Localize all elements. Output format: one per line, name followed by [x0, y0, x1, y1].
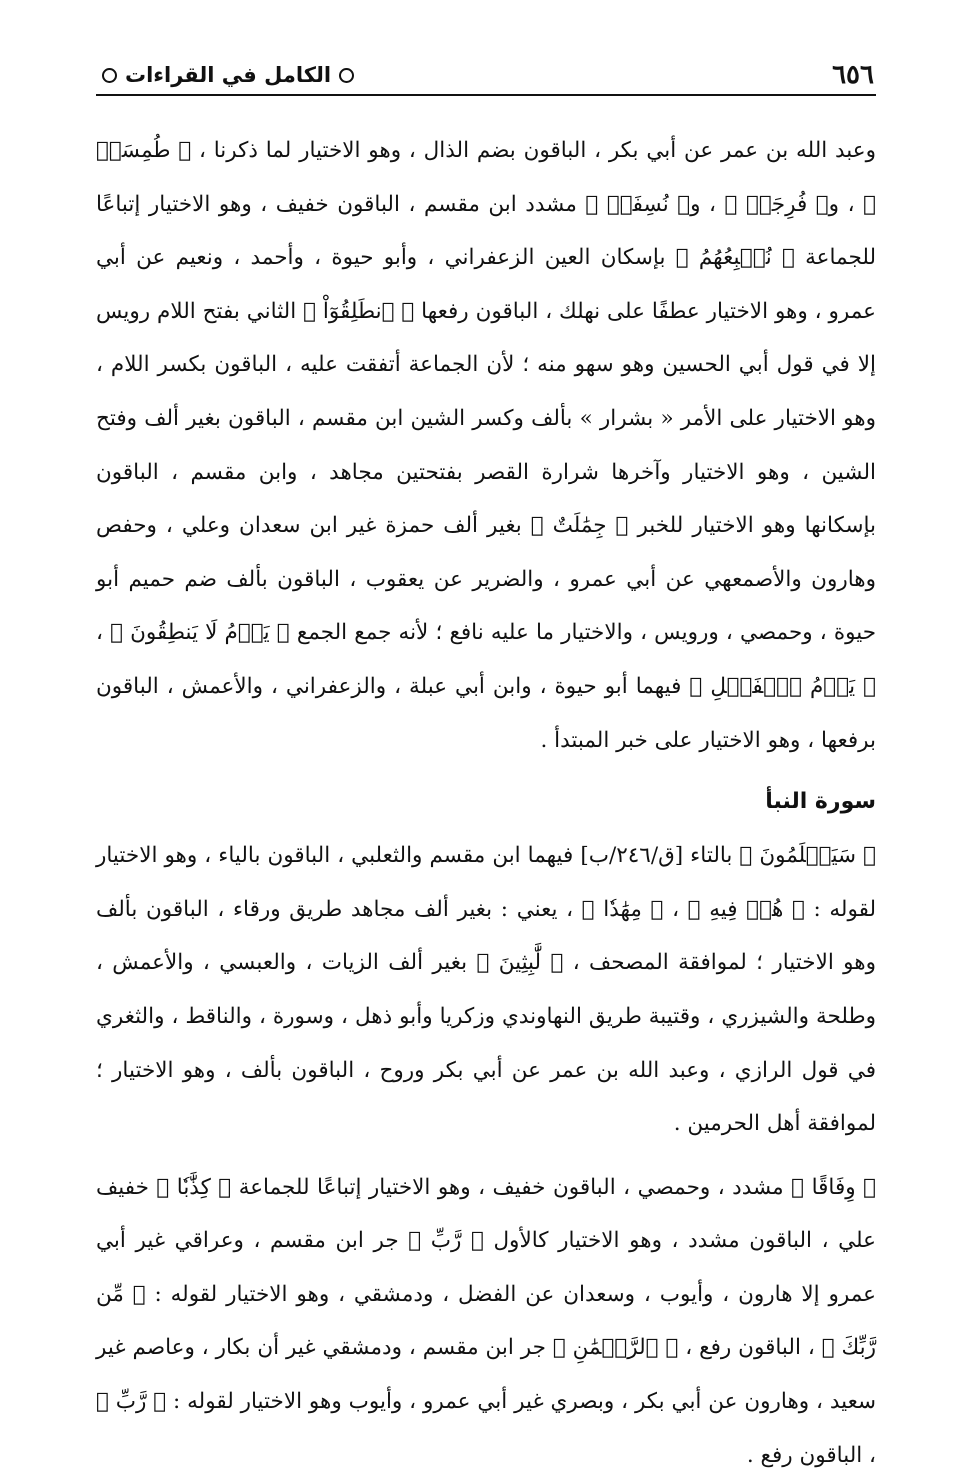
paragraph-3: ﴿ وِفَاقًا ﴾ مشدد ، وحمصي ، الباقون خفيف ، وهو الاختيار إتباعًا للجماعة ﴿ كِذَّٰبٗا ﴾ خفيف علي ، الباقون مشدد ، وهو الاختيار كالأول ﴿ رَّبِّ ﴾ جر ابن مقسم ، وعراقي غير أبي عمرو إلا هارون ، وأيوب ، وسعدان عن الفضل ، ودمشقي ، وهو الاختيار لقوله : ﴿ مِّن رَّبِّكَ ﴾ ، الباقون رفع ، ﴿ ٱلرَّحۡمَٰنِ ﴾ جر ابن مقسم ، ودمشقي غير أن بكار ، وعاصم غير سعيد ، وهارون عن أبي بكر ، وبصري غير أبي عمرو ، وأيوب وهو الاختيار لقوله : ﴿ رَّبِّ ﴾ ، الباقون رفع . [96, 1174, 876, 1468]
circle-ornament-icon [102, 68, 117, 83]
running-header [96, 48, 876, 96]
book-title-group [96, 63, 354, 94]
page-body [96, 124, 876, 1482]
page-number: ٦٥٦ [832, 60, 874, 90]
paragraph-1: وعبد الله بن عمر عن أبي بكر ، الباقون بضم الذال ، وهو الاختيار لما ذكرنا ، ﴿ طُمِسَتۡ ﴾ ، و﴿ فُرِجَتۡ ﴾ ، و﴿ نُسِفَتۡ ﴾ مشدد ابن مقسم ، الباقون خفيف ، وهو الاختيار إتباعًا للجماعة ﴿ نُتۡبِعُهُمُ ﴾ بإسكان العين الزعفراني ، وأبو حيوة ، وأحمد ، ونعيم عن أبي عمرو ، وهو الاختيار عطفًا على نهلك ، الباقون رفعها ﴿ ٱنطَلِقُوٓاْ ﴾ الثاني بفتح اللام رويس إلا في قول أبي الحسين وهو سهو منه ؛ لأن الجماعة أتفقت عليه ، الباقون بكسر اللام ، وهو الاختيار على الأمر « بشرار » بألف وكسر الشين ابن مقسم ، الباقون بغير ألف وفتح الشين ، وهو الاختيار وآخرها شرارة القصر بفتحتين مجاهد ، وابن مقسم ، الباقون بإسكانها وهو الاختيار للخبر ﴿ جِمَٰلَتٌ ﴾ بغير ألف حمزة غير ابن سعدان وعلي ، وحفص وهارون والأصمعهي عن أبي عمرو ، والضرير عن يعقوب ، الباقون بألف ضم حميم أبو حيوة ، وحمصي ، ورويس ، والاختيار ما عليه نافع ؛ لأنه جمع الجمع ﴿ يَوۡمُ لَا يَنطِقُونَ ﴾ ، ﴿ يَوۡمُ ٱلۡفَصۡلِ ﴾ فيهما أبو حيوة ، وابن أبي عبلة ، والزعفراني ، والأعمش ، الباقون برفعها ، وهو الاختيار على خبر المبتدأ . [96, 138, 876, 753]
circle-ornament-icon [339, 68, 354, 83]
book-page [96, 48, 876, 1468]
paragraph-2: ﴿ سَيَعۡلَمُونَ ﴾ بالتاء [ق/٢٤٦/ب] فيهما ابن مقسم والثعلبي ، الباقون بالياء ، وهو الاختيار لقوله : ﴿ هُمۡ فِيهِ ﴾ ، ﴿ مِهَٰدٗا ﴾ ، يعني : بغير ألف مجاهد طريق ورقاء ، الباقون بألف وهو الاختيار ؛ لموافقة المصحف ، ﴿ لَّٰبِثِينَ ﴾ بغير ألف الزيات ، والعبسي ، والأعمش ، وطلحة والشيزري ، وقتيبة طريق النهاوندي وزكريا وأبو ذهل ، وسورة ، والناقط ، والثغري في قول الرازي ، وعبد الله بن عمر عن أبي بكر وروح ، الباقون بألف ، وهو الاختيار ؛ لموافقة أهل الحرمين . [96, 843, 876, 1137]
paragraph-gap [96, 1151, 876, 1161]
book-title: الكامل في القراءات [125, 63, 332, 87]
surah-heading: سورة النبأ [765, 789, 876, 815]
